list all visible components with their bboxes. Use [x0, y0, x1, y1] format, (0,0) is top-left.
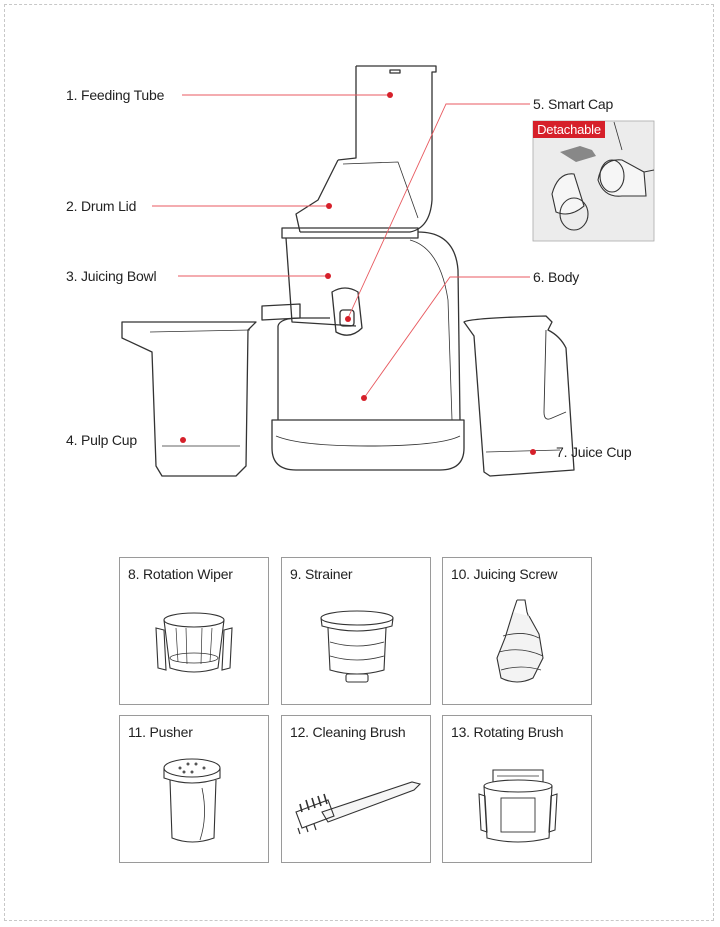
part-rotating-brush	[442, 715, 592, 863]
part-cleaning-brush	[281, 715, 431, 863]
detachable-badge: Detachable	[533, 121, 605, 138]
label-body: 6. Body	[533, 269, 580, 285]
rotating-brush-icon	[443, 716, 593, 864]
juicing-screw-icon	[443, 558, 593, 706]
label-feeding-tube: 1. Feeding Tube	[66, 87, 165, 103]
pusher-icon	[120, 716, 270, 864]
part-label: 10. Juicing Screw	[451, 566, 558, 582]
part-label: 11. Pusher	[128, 724, 193, 740]
part-strainer	[281, 557, 431, 705]
strainer-icon	[282, 558, 432, 706]
part-juicing-screw	[442, 557, 592, 705]
cleaning-brush-icon	[282, 716, 432, 864]
part-pusher	[119, 715, 269, 863]
part-rotation-wiper	[119, 557, 269, 705]
part-label: 8. Rotation Wiper	[128, 566, 233, 582]
label-pulp-cup: 4. Pulp Cup	[66, 432, 137, 448]
part-label: 12. Cleaning Brush	[290, 724, 406, 740]
part-label: 9. Strainer	[290, 566, 353, 582]
label-drum-lid: 2. Drum Lid	[66, 198, 137, 214]
rotation-wiper-icon	[120, 558, 270, 706]
label-juice-cup: 7. Juice Cup	[556, 444, 632, 460]
part-label: 13. Rotating Brush	[451, 724, 564, 740]
label-juicing-bowl: 3. Juicing Bowl	[66, 268, 157, 284]
label-smart-cap: 5. Smart Cap	[533, 96, 614, 112]
